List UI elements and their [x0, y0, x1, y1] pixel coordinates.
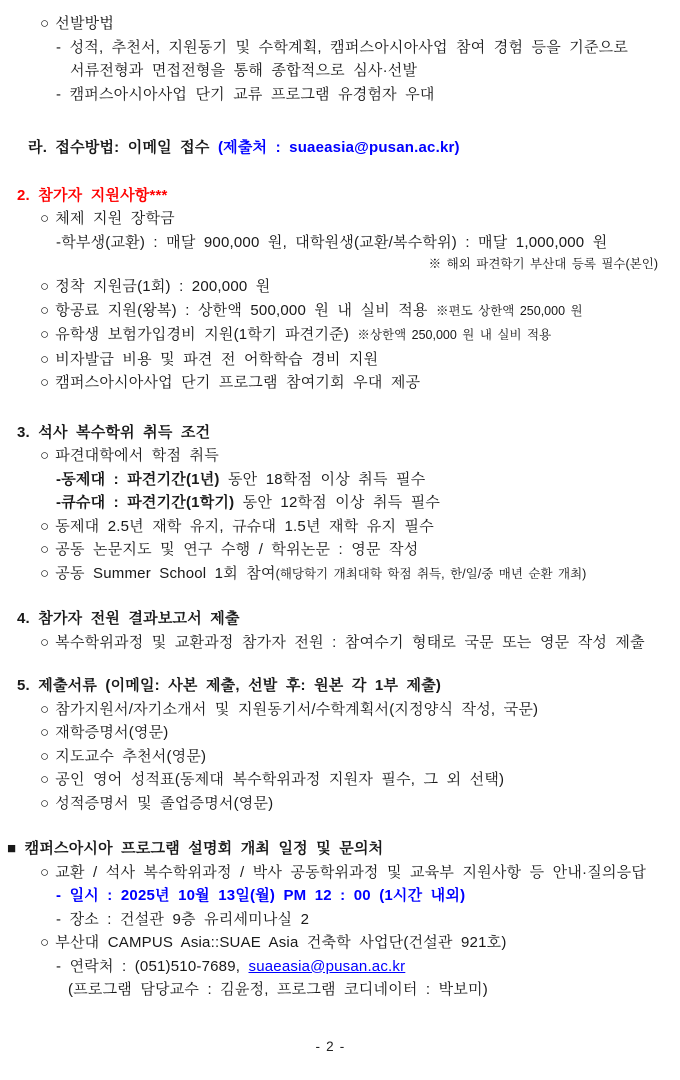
credit-title-label: 파견대학에서 학점 취득 — [55, 447, 219, 464]
settlement-label: 정착 지원금(1회) : 200,000 원 — [55, 278, 271, 295]
selection-preference: - 캠퍼스아시아사업 단기 교류 프로그램 유경험자 우대 — [56, 85, 435, 103]
reception-submit-email: (제출처 : suaeasia@pusan.ac.kr) — [217, 139, 460, 156]
documents-item-enrollment-cert — [0, 721, 680, 745]
selection-criteria-line1: - 성적, 추천서, 지원동기 및 수학계획, 캠퍼스아시아사업 참여 경험 등을 기준으로 — [56, 38, 629, 56]
thesis-label: 공동 논문지도 및 연구 수행 / 학위논문 : 영문 작성 — [55, 541, 419, 558]
summer-main-label: 공동 Summer School 1회 참여 — [55, 564, 276, 582]
support-shortterm — [0, 371, 680, 395]
report-item — [0, 631, 680, 655]
support-insurance — [0, 323, 680, 348]
shortterm-label: 캠퍼스아시아사업 단기 프로그램 참여기회 우대 제공 — [55, 374, 421, 391]
info-session-overview — [0, 861, 680, 885]
section-heading-degree: 3. 석사 복수학위 취득 조건 — [17, 423, 211, 441]
reception-method-line — [0, 136, 680, 160]
support-scholarship-note: ※ 해외 파견학기 부산대 등록 필수(본인) — [428, 257, 658, 271]
report-item-label: 복수학위과정 및 교환과정 참가자 전원 : 참여수기 형태로 국문 또는 영문 작성 제출 — [55, 633, 645, 651]
circle-bullet-icon: ○ — [40, 794, 50, 812]
info-session-staff: (프로그램 담당교수 : 김윤정, 프로그램 코디네이터 : 박보미) — [68, 981, 488, 998]
degree-thesis — [0, 538, 680, 562]
selection-method-title — [0, 12, 680, 36]
insurance-note: ※상한액 250,000 원 내 실비 적용 — [357, 328, 552, 342]
documents-item-english-score — [0, 768, 680, 792]
section-heading-documents: 5. 제출서류 (이메일: 사본 제출, 선발 후: 원본 각 1부 제출) — [17, 677, 442, 694]
circle-bullet-icon: ○ — [40, 633, 50, 651]
support-airfare — [0, 299, 680, 324]
circle-bullet-icon: ○ — [40, 517, 50, 535]
documents-item-transcript — [0, 792, 680, 816]
degree-enrollment — [0, 515, 680, 539]
documents-item-label: 성적증명서 및 졸업증명서(영문) — [55, 794, 274, 812]
selection-criteria-line2: 서류전형과 면접전형을 통해 종합적으로 심사·선발 — [70, 62, 418, 79]
tongji-bold-label: -동제대 : 파견기간(1년) — [56, 470, 220, 488]
circle-bullet-icon: ○ — [40, 771, 50, 788]
scholarship-title-label: 체제 지원 장학금 — [55, 210, 175, 227]
documents-item-label: 재학증명서(영문) — [55, 724, 169, 741]
degree-credit-title — [0, 444, 680, 468]
circle-bullet-icon: ○ — [40, 301, 50, 319]
circle-bullet-icon: ○ — [40, 350, 50, 368]
kyushu-bold-label: -큐슈대 : 파견기간(1학기) — [56, 494, 235, 511]
enrollment-label: 동제대 2.5년 재학 유지, 규슈대 1.5년 재학 유지 필수 — [55, 517, 434, 535]
circle-bullet-icon: ○ — [40, 564, 50, 582]
info-session-datetime: - 일시 : 2025년 10월 13일(월) PM 12 : 00 (1시간 내외) — [56, 887, 466, 904]
documents-item-label: 참가지원서/자기소개서 및 지원동기서/수학계획서(지정양식 작성, 국문) — [55, 700, 539, 718]
circle-bullet-icon: ○ — [40, 700, 50, 718]
section-heading-info-session: ■ 캠퍼스아시아 프로그램 설명회 개최 일정 및 문의처 — [7, 840, 384, 857]
contact-email-link[interactable]: suaeasia@pusan.ac.kr — [248, 957, 406, 975]
documents-item-label: 지도교수 추천서(영문) — [55, 747, 207, 765]
info-session-location: - 장소 : 건설관 9층 유리세미나실 2 — [56, 910, 310, 928]
support-settlement — [0, 275, 680, 299]
documents-item-label: 공인 영어 성적표(동제대 복수학위과정 지원자 필수, 그 외 선택) — [55, 771, 505, 788]
documents-item-application — [0, 698, 680, 722]
support-visa — [0, 348, 680, 372]
support-scholarship-detail: -학부생(교환) : 매달 900,000 원, 대학원생(교환/복수학위) : 매달 1,000,000 원 — [56, 233, 608, 251]
reception-label: 라. 접수방법: 이메일 접수 — [28, 139, 210, 156]
documents-item-recommendation — [0, 745, 680, 769]
airfare-label: 항공료 지원(왕복) : 상한액 500,000 원 내 실비 적용 — [55, 301, 428, 319]
circle-bullet-icon: ○ — [40, 210, 50, 227]
tongji-rest-label: 동안 18학점 이상 취득 필수 — [219, 470, 426, 488]
circle-bullet-icon: ○ — [40, 934, 50, 951]
section-heading-support: 2. 참가자 지원사항*** — [17, 186, 168, 204]
circle-bullet-icon: ○ — [40, 278, 50, 295]
info-session-office — [0, 931, 680, 955]
office-label: 부산대 CAMPUS Asia::SUAE Asia 건축학 사업단(건설관 921호) — [55, 934, 507, 951]
page-number: - 2 - — [315, 1039, 345, 1054]
circle-bullet-icon: ○ — [40, 863, 50, 881]
degree-kyushu — [0, 491, 680, 515]
circle-bullet-icon: ○ — [40, 326, 50, 343]
degree-summer-school — [0, 562, 680, 587]
selection-method-label: 선발방법 — [55, 15, 115, 32]
circle-bullet-icon: ○ — [40, 447, 50, 464]
support-scholarship-title — [0, 207, 680, 231]
circle-bullet-icon: ○ — [40, 747, 50, 765]
info-session-contact — [0, 955, 680, 979]
section-heading-report: 4. 참가자 전원 결과보고서 제출 — [17, 610, 240, 627]
visa-label: 비자발급 비용 및 파견 전 어학학습 경비 지원 — [55, 350, 379, 368]
contact-label: - 연락처 : (051)510-7689, — [56, 957, 241, 975]
circle-bullet-icon: ○ — [40, 541, 50, 558]
degree-tongji — [0, 468, 680, 492]
circle-bullet-icon: ○ — [40, 374, 50, 391]
circle-bullet-icon: ○ — [40, 15, 50, 32]
insurance-label: 유학생 보험가입경비 지원(1학기 파견기준) — [55, 326, 350, 343]
summer-note-label: (해당학기 개최대학 학점 취득, 한/일/중 매년 순환 개최) — [275, 566, 587, 581]
kyushu-rest-label: 동안 12학점 이상 취득 필수 — [234, 494, 441, 511]
overview-label: 교환 / 석사 복수학위과정 / 박사 공동학위과정 및 교육부 지원사항 등 안내·질의응답 — [55, 863, 647, 881]
airfare-note: ※편도 상한액 250,000 원 — [436, 303, 583, 318]
circle-bullet-icon: ○ — [40, 724, 50, 741]
